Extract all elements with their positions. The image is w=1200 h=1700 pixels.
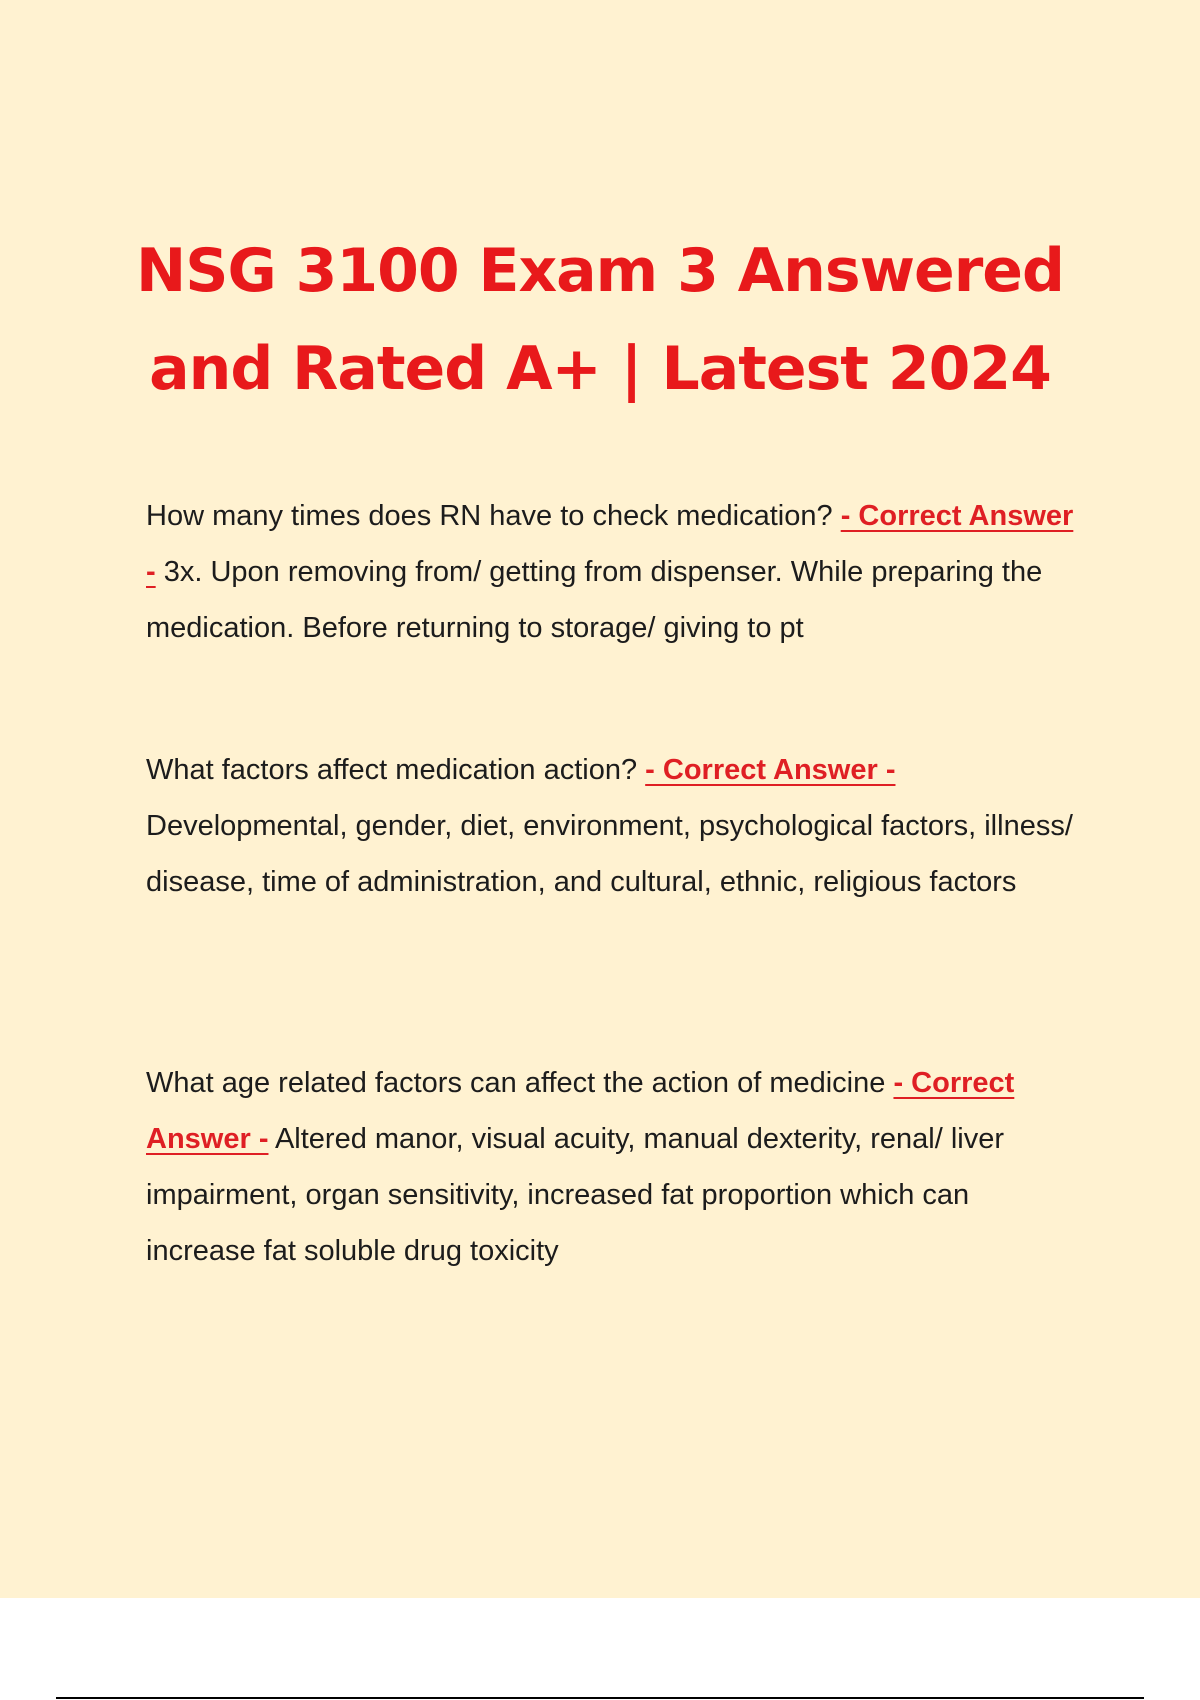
footer-divider	[56, 1697, 1144, 1699]
qa-item	[146, 742, 1076, 910]
title-line-1: NSG 3100 Exam 3 Answered	[136, 236, 1064, 306]
answer-text: Altered manor, visual acuity, manual dexterity, renal/ liver impairment, organ sensitivity, increased fat proportion which can increase fat soluble drug toxicity	[146, 1123, 1005, 1267]
question-text: What factors affect medication action?	[146, 754, 638, 786]
answer-text: Developmental, gender, diet, environment, psychological factors, illness/ disease, time of administration, and cultural, ethnic, religious factors	[146, 810, 1073, 898]
qa-item	[146, 488, 1076, 656]
correct-answer-marker: - Correct Answer -	[146, 500, 1074, 588]
page-title	[100, 222, 1100, 418]
correct-answer-marker: - Correct Answer -	[645, 754, 896, 786]
correct-answer-marker: - Correct Answer -	[146, 1067, 1015, 1155]
qa-item	[146, 1055, 1076, 1279]
question-text: What age related factors can affect the action of medicine	[146, 1067, 886, 1099]
question-text: How many times does RN have to check medication?	[146, 500, 833, 532]
title-line-2: and Rated A+ | Latest 2024	[149, 334, 1051, 404]
answer-text: 3x. Upon removing from/ getting from dispenser. While preparing the medication. Before returning to storage/ giving to pt	[146, 556, 1043, 644]
